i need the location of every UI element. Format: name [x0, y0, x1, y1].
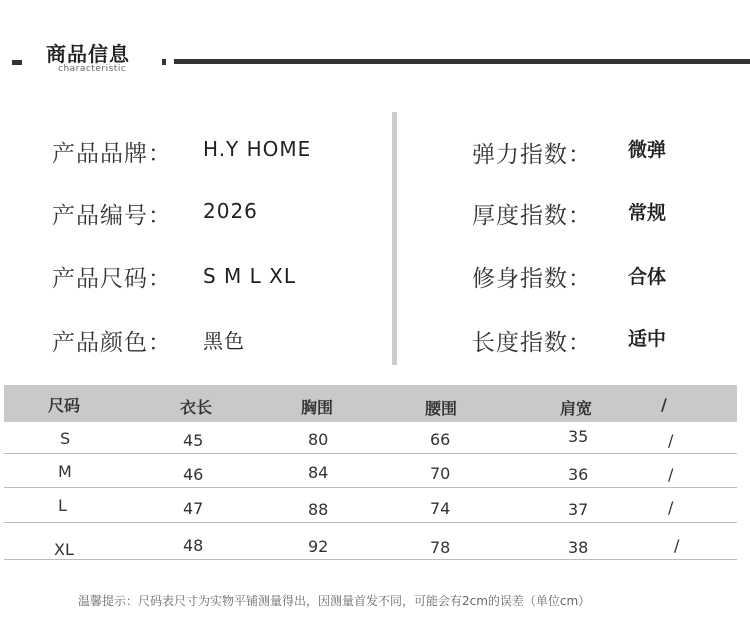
table-cell: /	[668, 465, 674, 484]
size-table-col-chest: 胸围	[301, 398, 334, 417]
table-cell: 46	[183, 465, 204, 484]
table-cell: 45	[183, 431, 204, 450]
table-cell: 70	[430, 464, 451, 483]
info-label-size: 产品尺码：	[52, 266, 172, 292]
table-cell: 80	[308, 430, 329, 449]
table-cell: 84	[308, 463, 329, 482]
info-label-fit: 修身指数：	[472, 266, 592, 292]
table-cell: M	[58, 462, 72, 481]
table-cell: XL	[54, 540, 74, 559]
header-left-bar	[12, 60, 22, 65]
table-row-divider	[4, 559, 737, 560]
size-note: 温馨提示：尺码表尺寸为实物平铺测量得出，因测量首发不同，可能会有2cm的误差（单位cm）	[78, 594, 591, 608]
info-divider	[392, 112, 397, 365]
size-table-col-size: 尺码	[48, 396, 81, 415]
size-table-header	[4, 385, 737, 422]
info-value-length: 适中	[628, 328, 667, 350]
info-value-color: 黑色	[203, 329, 245, 353]
table-cell: /	[674, 536, 680, 555]
table-cell: 37	[568, 500, 589, 519]
info-label-brand: 产品品牌：	[52, 141, 172, 167]
info-label-elasticity: 弹力指数：	[472, 142, 592, 168]
table-row-divider	[4, 522, 737, 523]
info-value-fit: 合体	[628, 266, 667, 288]
info-label-thickness: 厚度指数：	[472, 203, 592, 229]
table-cell: 35	[568, 427, 589, 446]
table-cell: 38	[568, 538, 589, 557]
table-cell: /	[668, 431, 674, 450]
info-label-color: 产品颜色：	[52, 330, 172, 356]
info-value-brand: H.Y HOME	[203, 137, 312, 161]
table-cell: 47	[183, 499, 204, 518]
table-row-divider	[4, 487, 737, 488]
table-cell: S	[60, 429, 71, 448]
table-cell: 92	[308, 537, 329, 556]
header-dot	[162, 59, 166, 65]
info-value-elasticity: 微弹	[628, 139, 667, 161]
table-cell: 74	[430, 499, 451, 518]
info-label-code: 产品编号：	[52, 203, 172, 229]
table-cell: 78	[430, 538, 451, 557]
size-table-col-slash: /	[661, 395, 667, 414]
table-cell: 88	[308, 500, 329, 519]
table-row-divider	[4, 453, 737, 454]
table-cell: 48	[183, 536, 204, 555]
size-table-col-waist: 腰围	[425, 399, 458, 418]
table-cell: 36	[568, 465, 589, 484]
size-table-col-shoulder: 肩宽	[560, 399, 593, 418]
size-table-col-length: 衣长	[180, 398, 213, 417]
info-value-size: S M L XL	[203, 264, 297, 288]
header-rule	[174, 59, 750, 64]
info-label-length: 长度指数：	[472, 330, 592, 356]
table-cell: L	[58, 496, 67, 515]
info-value-thickness: 常规	[628, 202, 667, 224]
table-cell: 66	[430, 430, 451, 449]
section-title: 商品信息	[46, 42, 130, 66]
section-subtitle: characteristic	[58, 64, 127, 74]
table-cell: /	[668, 498, 674, 517]
info-value-code: 2026	[203, 199, 258, 223]
